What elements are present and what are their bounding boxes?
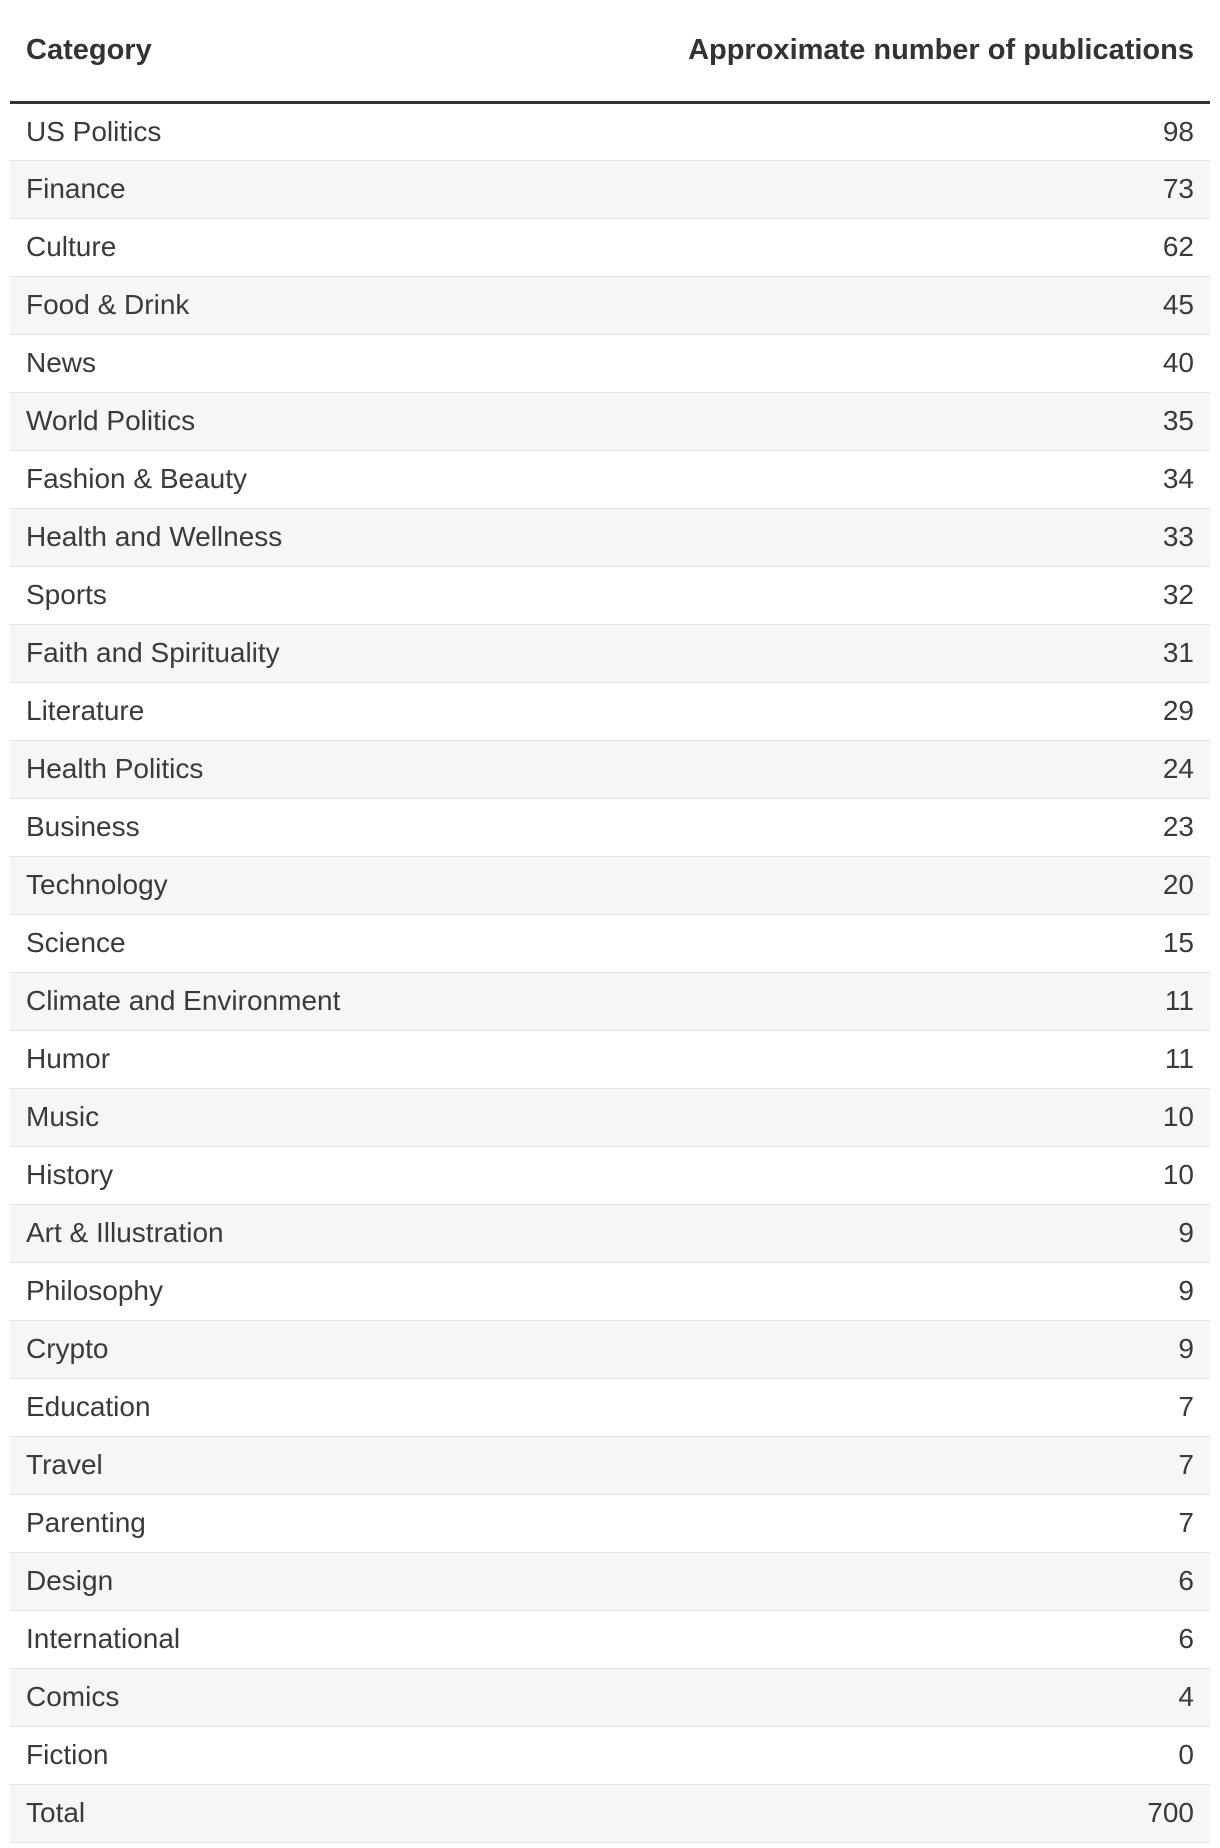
table-row <box>10 218 1210 276</box>
publication-count-cell: 31 <box>610 624 1210 682</box>
table-row <box>10 798 1210 856</box>
publication-count-cell: 45 <box>610 276 1210 334</box>
category-cell: Total <box>10 1784 610 1842</box>
category-cell: International <box>10 1610 610 1668</box>
category-cell: Fashion & Beauty <box>10 450 610 508</box>
table-row <box>10 856 1210 914</box>
table-row <box>10 1436 1210 1494</box>
category-cell: Literature <box>10 682 610 740</box>
table-row <box>10 102 1210 160</box>
table-row <box>10 1494 1210 1552</box>
category-cell: Food & Drink <box>10 276 610 334</box>
table-body <box>10 102 1210 1842</box>
category-cell: Humor <box>10 1030 610 1088</box>
publication-count-cell: 6 <box>610 1610 1210 1668</box>
publication-count-cell: 11 <box>610 972 1210 1030</box>
publication-count-cell: 4 <box>610 1668 1210 1726</box>
publication-count-cell: 9 <box>610 1320 1210 1378</box>
category-cell: Fiction <box>10 1726 610 1784</box>
table-row <box>10 392 1210 450</box>
publication-count-cell: 20 <box>610 856 1210 914</box>
publication-count-cell: 9 <box>610 1204 1210 1262</box>
table-row <box>10 1552 1210 1610</box>
table-row <box>10 740 1210 798</box>
publication-count-cell: 7 <box>610 1378 1210 1436</box>
table-row <box>10 450 1210 508</box>
publication-count-cell: 0 <box>610 1726 1210 1784</box>
publication-count-cell: 10 <box>610 1146 1210 1204</box>
table-row <box>10 972 1210 1030</box>
publication-count-cell: 35 <box>610 392 1210 450</box>
publication-count-cell: 29 <box>610 682 1210 740</box>
table-row <box>10 1320 1210 1378</box>
table-row <box>10 682 1210 740</box>
category-cell: Science <box>10 914 610 972</box>
category-cell: Sports <box>10 566 610 624</box>
category-cell: Health and Wellness <box>10 508 610 566</box>
table-row <box>10 624 1210 682</box>
table-row <box>10 334 1210 392</box>
publication-count-cell: 6 <box>610 1552 1210 1610</box>
category-cell: Business <box>10 798 610 856</box>
category-cell: Parenting <box>10 1494 610 1552</box>
publication-count-cell: 24 <box>610 740 1210 798</box>
category-cell: Philosophy <box>10 1262 610 1320</box>
header-row <box>10 0 1210 102</box>
table-row <box>10 508 1210 566</box>
publication-count-cell: 33 <box>610 508 1210 566</box>
table-row <box>10 1204 1210 1262</box>
category-cell: Faith and Spirituality <box>10 624 610 682</box>
category-cell: Comics <box>10 1668 610 1726</box>
publication-count-cell: 40 <box>610 334 1210 392</box>
table-row <box>10 1668 1210 1726</box>
category-cell: Climate and Environment <box>10 972 610 1030</box>
category-cell: US Politics <box>10 102 610 160</box>
category-cell: Health Politics <box>10 740 610 798</box>
table-row <box>10 1146 1210 1204</box>
publication-count-cell: 700 <box>610 1784 1210 1842</box>
publications-table <box>10 0 1210 1843</box>
header-category: Category <box>10 0 610 102</box>
category-cell: News <box>10 334 610 392</box>
category-cell: Music <box>10 1088 610 1146</box>
category-cell: History <box>10 1146 610 1204</box>
category-cell: Finance <box>10 160 610 218</box>
table-row <box>10 1610 1210 1668</box>
publication-count-cell: 15 <box>610 914 1210 972</box>
category-cell: Crypto <box>10 1320 610 1378</box>
publication-count-cell: 32 <box>610 566 1210 624</box>
table-row <box>10 1088 1210 1146</box>
table-row <box>10 160 1210 218</box>
header-publication-count: Approximate number of publications <box>610 0 1210 102</box>
category-cell: World Politics <box>10 392 610 450</box>
category-cell: Education <box>10 1378 610 1436</box>
table-header <box>10 0 1210 102</box>
publications-table-container <box>10 0 1210 1843</box>
table-row <box>10 1378 1210 1436</box>
category-cell: Design <box>10 1552 610 1610</box>
publication-count-cell: 10 <box>610 1088 1210 1146</box>
table-row <box>10 276 1210 334</box>
category-cell: Art & Illustration <box>10 1204 610 1262</box>
publication-count-cell: 62 <box>610 218 1210 276</box>
publication-count-cell: 7 <box>610 1494 1210 1552</box>
category-cell: Technology <box>10 856 610 914</box>
publication-count-cell: 34 <box>610 450 1210 508</box>
category-cell: Culture <box>10 218 610 276</box>
table-row <box>10 1726 1210 1784</box>
publication-count-cell: 7 <box>610 1436 1210 1494</box>
table-row <box>10 914 1210 972</box>
publication-count-cell: 11 <box>610 1030 1210 1088</box>
total-row <box>10 1784 1210 1842</box>
publication-count-cell: 98 <box>610 102 1210 160</box>
table-row <box>10 1262 1210 1320</box>
publication-count-cell: 73 <box>610 160 1210 218</box>
publication-count-cell: 9 <box>610 1262 1210 1320</box>
publication-count-cell: 23 <box>610 798 1210 856</box>
category-cell: Travel <box>10 1436 610 1494</box>
table-row <box>10 566 1210 624</box>
table-row <box>10 1030 1210 1088</box>
